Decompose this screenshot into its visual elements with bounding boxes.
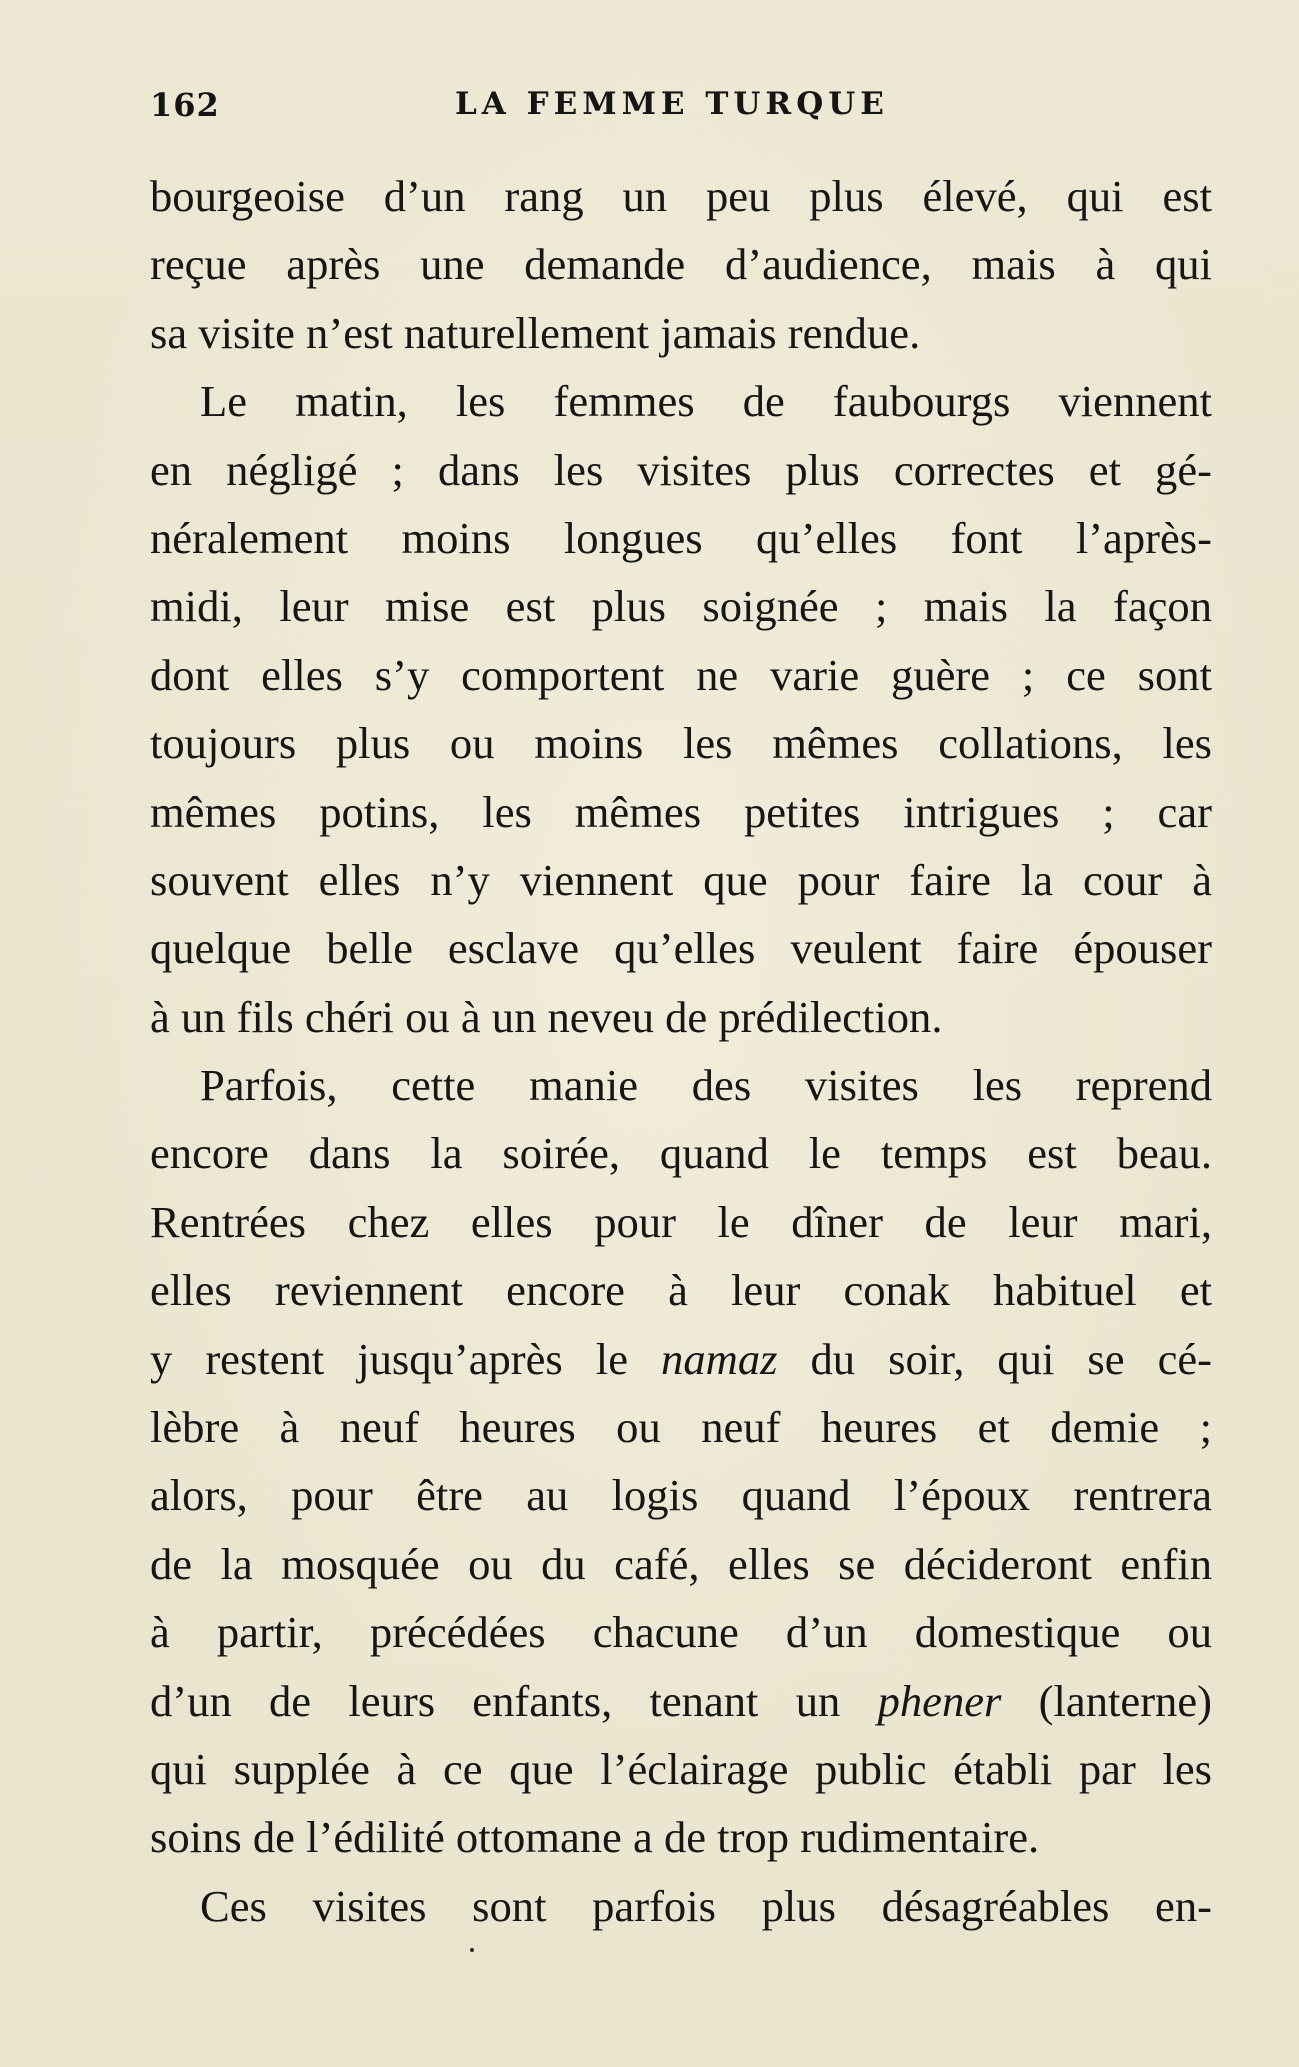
text-segment: reçue après une demande d’audience, mais à qui [150,239,1212,290]
text-segment: soins de l’édilité ottomane a de trop rudimentaire. [150,1812,1040,1863]
text-line [150,299,1212,367]
text-line [150,572,1212,640]
text-line [150,230,1212,298]
body-text [150,162,1212,1940]
text-line [150,1461,1212,1529]
page-number: 162 [150,86,220,124]
text-line [150,914,1212,982]
text-line [150,1735,1212,1803]
text-line [150,1872,1212,1940]
text-segment: souvent elles n’y viennent que pour faire la cour à [150,854,1212,905]
text-line [150,1530,1212,1598]
text-segment: Parfois, cette manie des visites les reprend [200,1060,1212,1111]
text-line [150,846,1212,914]
text-line [150,1598,1212,1666]
text-segment: toujours plus ou moins les mêmes collations, les [150,718,1212,769]
text-line [150,367,1212,435]
text-segment: alors, pour être au logis quand l’époux rentrera [150,1470,1212,1521]
text-segment: sa visite n’est naturellement jamais rendue. [150,307,921,358]
text-segment: y restent jusqu’après le [150,1333,662,1384]
text-line [150,162,1212,230]
text-segment: du soir, qui se cé- [777,1333,1212,1384]
italic-word: namaz [661,1333,778,1384]
text-segment: en négligé ; dans les visites plus correctes et gé- [150,444,1212,495]
text-segment: (lanterne) [1001,1675,1212,1726]
text-segment: dont elles s’y comportent ne varie guère ; ce sont [150,649,1212,700]
text-line [150,641,1212,709]
text-line [150,1256,1212,1324]
page-header [150,86,1210,136]
text-line [150,1119,1212,1187]
text-segment: Ces visites sont parfois plus désagréables en- [200,1880,1212,1931]
text-line [150,983,1212,1051]
text-segment: Rentrées chez elles pour le dîner de leur mari, [150,1196,1212,1247]
text-segment: Le matin, les femmes de faubourgs viennent [200,376,1212,427]
text-segment: qui supplée à ce que l’éclairage public établi par les [150,1743,1212,1794]
text-segment: bourgeoise d’un rang un peu plus élevé, qui est [150,171,1212,221]
text-segment: à partir, précédées chacune d’un domestique ou [150,1607,1212,1658]
text-line [150,1393,1212,1461]
italic-word: phener [877,1675,1002,1726]
text-line [150,709,1212,777]
running-head: LA FEMME TURQUE [455,86,889,122]
text-line [150,504,1212,572]
text-line [150,1051,1212,1119]
text-line [150,436,1212,504]
text-line [150,778,1212,846]
ink-speck [470,1948,474,1952]
text-segment: à un fils chéri ou à un neveu de prédilection. [150,991,943,1042]
text-segment: elles reviennent encore à leur conak habituel et [150,1265,1212,1316]
text-segment: d’un de leurs enfants, tenant un [150,1675,878,1726]
text-segment: lèbre à neuf heures ou neuf heures et demie ; [150,1402,1212,1453]
text-line [150,1667,1212,1735]
text-line [150,1188,1212,1256]
text-segment: quelque belle esclave qu’elles veulent faire épouser [150,923,1212,974]
text-line [150,1803,1212,1871]
text-segment: de la mosquée ou du café, elles se décideront enfin [150,1538,1212,1589]
text-segment: néralement moins longues qu’elles font l’après- [150,512,1212,563]
text-segment: midi, leur mise est plus soignée ; mais la façon [150,581,1212,632]
text-segment: encore dans la soirée, quand le temps est beau. [150,1128,1212,1179]
text-line [150,1325,1212,1393]
text-segment: mêmes potins, les mêmes petites intrigues ; car [150,786,1212,837]
